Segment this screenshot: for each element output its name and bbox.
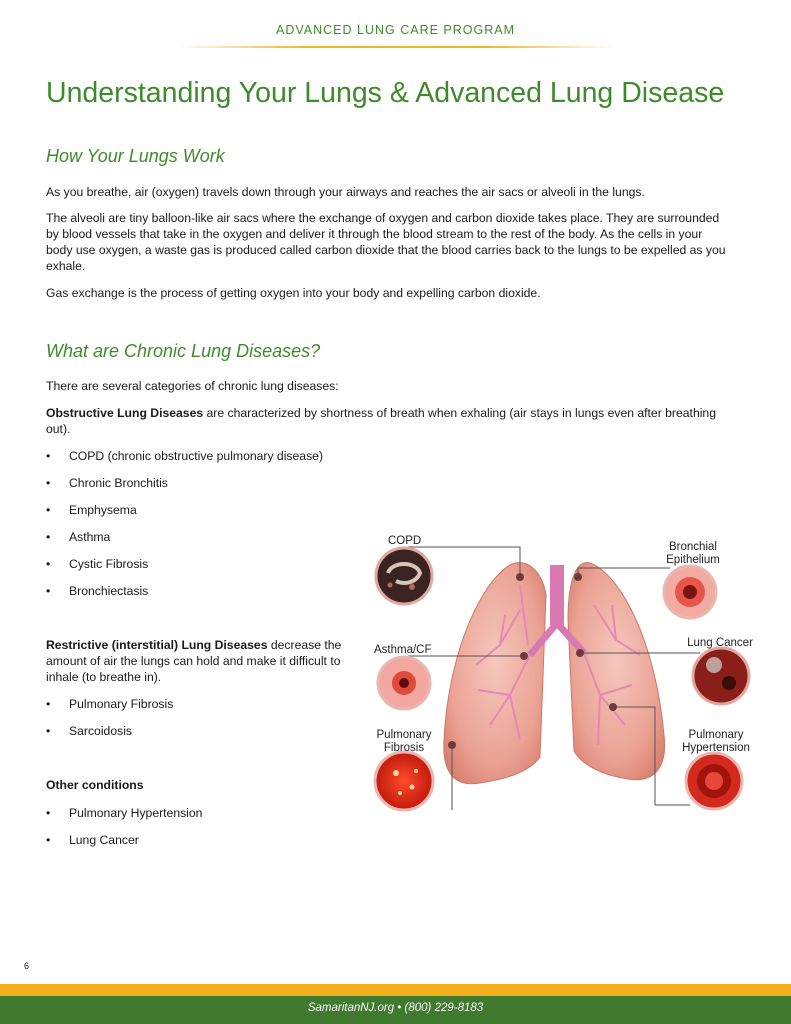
header-divider bbox=[175, 46, 616, 48]
lung-disease-diagram bbox=[360, 525, 780, 830]
section-heading-chronic-diseases: What are Chronic Lung Diseases? bbox=[46, 341, 321, 361]
right-lung bbox=[568, 563, 665, 780]
footer-contact: SamaritanNJ.org • (800) 229-8183 bbox=[307, 1002, 484, 1014]
lung-cancer-icon bbox=[693, 648, 749, 704]
obstructive-term: Obstructive Lung Diseases bbox=[46, 406, 204, 420]
restrictive-term: Restrictive (interstitial) Lung Diseases bbox=[46, 638, 268, 652]
restrictive-description: decrease the amount of air the lungs can hold and make it difficult to inhale (to breathe in). bbox=[46, 638, 342, 684]
paragraph-gas-exchange: Gas exchange is the process of getting oxygen into your body and expelling carbon dioxide. bbox=[46, 286, 541, 300]
section-heading-how-lungs-work: How Your Lungs Work bbox=[46, 146, 225, 166]
label-asthma-cf: Asthma/CF bbox=[374, 644, 432, 656]
label-ph-1: Pulmonary bbox=[688, 729, 744, 741]
label-bronchial-1: Bronchial bbox=[669, 541, 717, 553]
label-ph-2: Hypertension bbox=[682, 742, 750, 754]
asthma-cf-icon bbox=[378, 657, 430, 709]
paragraph-categories-intro: There are several categories of chronic lung diseases: bbox=[46, 379, 339, 393]
footer-bar bbox=[0, 996, 791, 1024]
page-number: 6 bbox=[24, 961, 30, 971]
other-conditions-heading: Other conditions bbox=[46, 778, 144, 792]
paragraph-alveoli: The alveoli are tiny balloon-like air sacs where the exchange of oxygen and carbon dioxide takes place. They are surrounded by blood vessels that take in the oxygen and deliver it through the blood stream to the rest of the body. As the cells in your body use oxygen, a waste gas is produced called carbon dioxide that the blood carries back to the lungs to be expelled as you exhale. bbox=[46, 211, 726, 273]
paragraph-breathing: As you breathe, air (oxygen) travels down through your airways and reaches the air sacs or alveoli in the lungs. bbox=[46, 185, 645, 199]
pulmonary-hypertension-icon bbox=[686, 753, 742, 809]
label-lung-cancer: Lung Cancer bbox=[687, 637, 753, 649]
label-pf-1: Pulmonary bbox=[376, 729, 432, 741]
obstructive-description: are characterized by shortness of breath when exhaling (air stays in lungs even after breathing out). bbox=[46, 406, 716, 436]
label-bronchial-2: Epithelium bbox=[666, 554, 720, 566]
paragraph-restrictive bbox=[46, 637, 344, 685]
page-title: Understanding Your Lungs & Advanced Lung Disease bbox=[46, 77, 725, 109]
label-copd: COPD bbox=[388, 535, 422, 547]
label-pf-2: Fibrosis bbox=[383, 742, 425, 754]
paragraph-obstructive bbox=[46, 405, 726, 437]
footer-gold-band bbox=[0, 984, 791, 996]
copd-tissue-icon bbox=[376, 548, 432, 604]
program-header: ADVANCED LUNG CARE PROGRAM bbox=[276, 23, 515, 37]
pulmonary-fibrosis-icon bbox=[375, 752, 433, 810]
bronchial-epithelium-icon bbox=[664, 566, 716, 618]
left-lung bbox=[444, 563, 546, 784]
